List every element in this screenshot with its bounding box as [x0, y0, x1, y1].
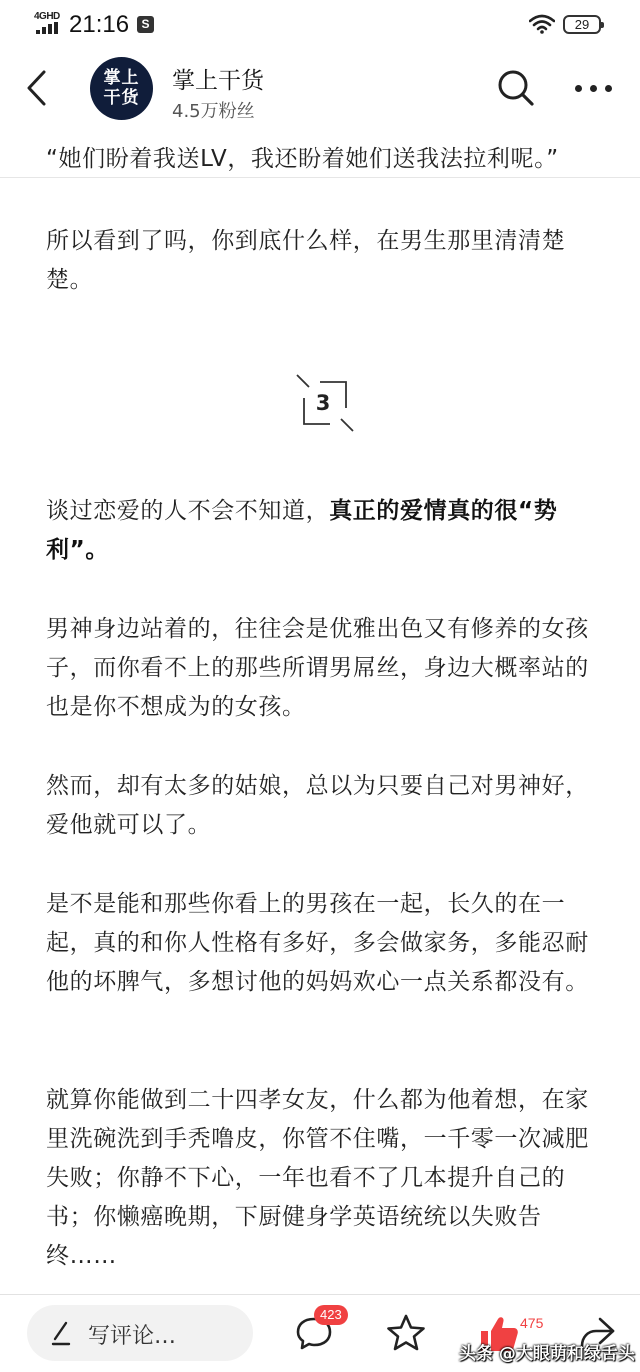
back-arrow-icon[interactable]	[22, 68, 52, 108]
avatar-text-line2: 干货	[103, 88, 140, 108]
write-comment-placeholder: 写评论…	[88, 1324, 177, 1349]
paragraph-3-text: 谈过恋爱的人不会不知道，	[46, 498, 330, 524]
paragraph-3-bold-text: 真正的爱情真的很“势利”。	[46, 498, 558, 563]
wifi-icon	[529, 14, 555, 34]
paragraph-3	[46, 492, 606, 570]
notification-s-icon: S	[137, 16, 154, 33]
favorite-star-icon[interactable]	[386, 1313, 426, 1353]
pen-icon	[49, 1320, 73, 1346]
fans-count: 4.5万粉丝	[172, 101, 255, 122]
comment-count-badge: 423	[314, 1305, 348, 1325]
paragraph-7: 就算你能做到二十四孝女友，什么都为他着想，在家里洗碗洗到手秃噜皮，你管不住嘴，一千零一次减肥失败；你静不下心，一年也看不了几本提升自己的书；你懒癌晚期，下厨健身学英语统统以失败告终……	[46, 1087, 589, 1269]
paragraph-6: 是不是能和那些你看上的男孩在一起，长久的在一起，真的和你人性格有多好，多会做家务，多能忍耐他的坏脾气，多想讨他的妈妈欢心一点关系都没有。	[46, 891, 589, 995]
more-options-icon[interactable]	[575, 85, 613, 93]
paragraph-1: “她们盼着我送LV，我还盼着她们送我法拉利呢。”	[46, 146, 559, 172]
network-type: 4GHD	[34, 11, 60, 22]
write-comment-input[interactable]	[27, 1305, 253, 1361]
like-count: 475	[520, 1315, 544, 1331]
status-bar	[0, 0, 640, 50]
article-header	[0, 50, 640, 128]
toutiao-watermark: 头条 @大眼萌和绿舌头	[459, 1344, 635, 1364]
avatar-text-line1: 掌上	[103, 68, 140, 88]
search-icon[interactable]	[497, 69, 535, 107]
paragraph-2: 所以看到了吗，你到底什么样，在男生那里清清楚楚。	[46, 228, 566, 293]
signal-icon	[36, 22, 62, 34]
bottom-action-bar	[0, 1294, 640, 1372]
paragraph-5: 然而，却有太多的姑娘，总以为只要自己对男神好，爱他就可以了。	[46, 773, 589, 838]
account-name[interactable]: 掌上干货	[172, 68, 264, 94]
section-number: 3	[315, 391, 331, 415]
paragraph-4: 男神身边站着的，往往会是优雅出色又有修养的女孩子，而你看不上的那些所谓男屌丝，身边大概率站的也是你不想成为的女孩。	[46, 616, 589, 720]
clock: 21:16	[69, 11, 130, 38]
account-avatar[interactable]	[90, 57, 153, 120]
battery-indicator: 29	[563, 15, 601, 34]
